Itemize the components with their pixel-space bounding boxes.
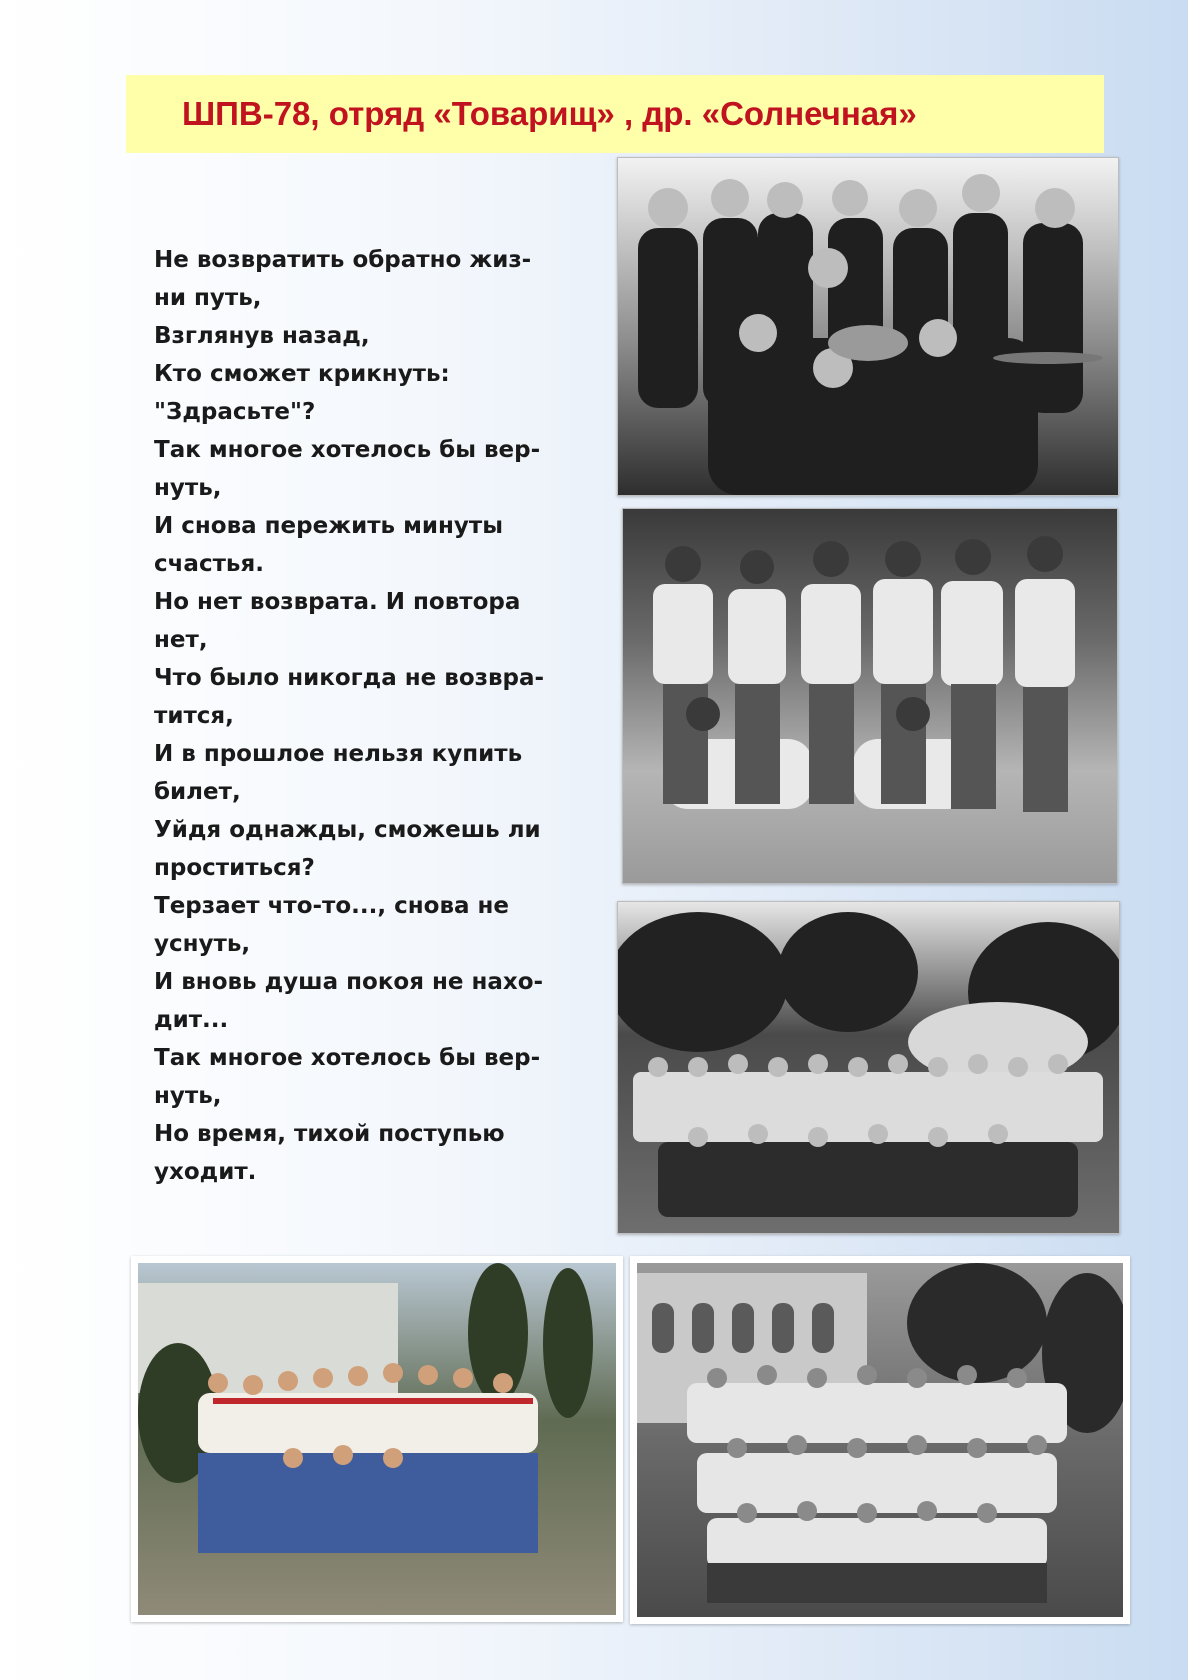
photo-group-sochi <box>630 1256 1130 1624</box>
poem-line: уходит. <box>154 1159 257 1185</box>
poem-line: Уйдя однажды, сможешь ли <box>154 817 541 843</box>
poem-line: тится, <box>154 703 234 729</box>
poem-line: "Здрасьте"? <box>154 399 316 425</box>
poem-line: Так многое хотелось бы вер- <box>154 437 541 463</box>
poem-line: Терзает что-то..., снова не <box>154 893 510 919</box>
poem-line: нет, <box>154 627 208 653</box>
poem-line: ни путь, <box>154 285 262 311</box>
poem-line: нуть, <box>154 475 222 501</box>
poem <box>154 241 594 1191</box>
poem-line: уснуть, <box>154 931 251 957</box>
photo-color-group <box>131 1256 623 1622</box>
poem-line: И снова пережить минуты <box>154 513 504 539</box>
photo-counselors <box>622 508 1118 884</box>
poem-line: Что было никогда не возвра- <box>154 665 545 691</box>
poem-line: И вновь душа покоя не нахо- <box>154 969 544 995</box>
poem-line: нуть, <box>154 1083 222 1109</box>
poem-line: Но время, тихой поступью <box>154 1121 505 1147</box>
poem-line: Взглянув назад, <box>154 323 370 349</box>
title-banner <box>126 75 1104 153</box>
poem-line: Так многое хотелось бы вер- <box>154 1045 541 1071</box>
poem-line: проститься? <box>154 855 315 881</box>
page-title: ШПВ-78, отряд «Товарищ» , др. «Солнечная» <box>182 95 917 132</box>
poem-line: Но нет возврата. И повтора <box>154 589 521 615</box>
photo-group-fountain <box>617 901 1120 1234</box>
photo-band <box>617 157 1119 496</box>
poem-line: дит... <box>154 1007 229 1033</box>
poem-line: Кто сможет крикнуть: <box>154 361 450 387</box>
poem-line: Не возвратить обратно жиз- <box>154 247 532 273</box>
poem-line: И в прошлое нельзя купить <box>154 741 523 767</box>
poem-line: билет, <box>154 779 241 805</box>
poem-line: счастья. <box>154 551 264 577</box>
